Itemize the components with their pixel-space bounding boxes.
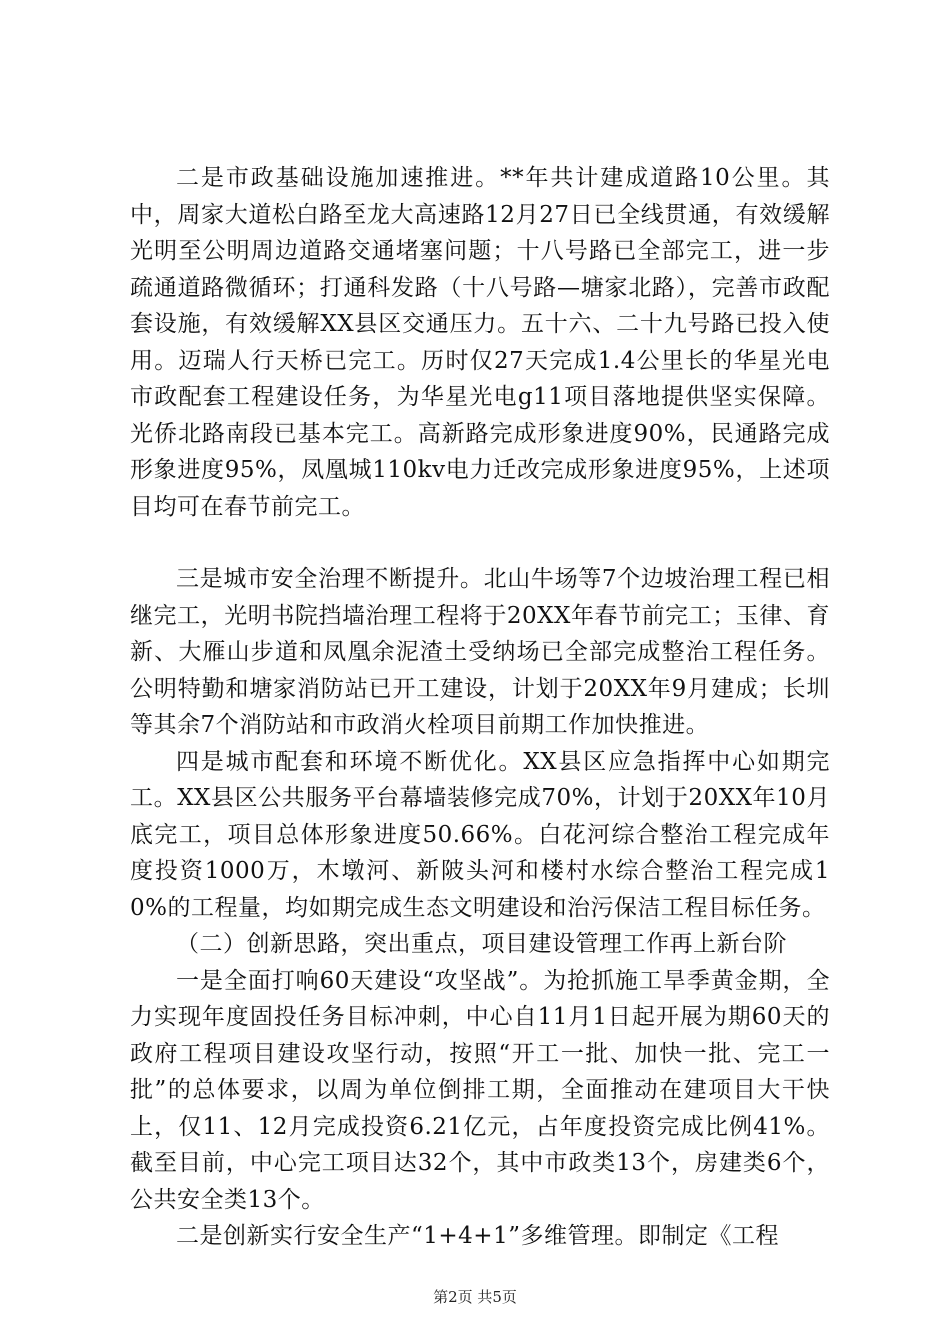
document-body — [130, 160, 830, 1255]
paragraph-spacer — [130, 525, 830, 561]
paragraph-municipal-infrastructure: 二是市政基础设施加速推进。**年共计建成道路10公里。其中，周家大道松白路至龙大高速路12月27日已全线贯通，有效缓解光明至公明周边道路交通堵塞问题；十八号路已全部完工，进一步疏通道路微循环；打通科发路（十八号路—塘家北路），完善市政配套设施，有效缓解XX县区交通压力。五十六、二十九号路已投入使用。迈瑞人行天桥已完工。历时仅27天完成1.4公里长的华星光电市政配套工程建设任务，为华星光电g11项目落地提供坚实保障。光侨北路南段已基本完工。高新路完成形象进度90%，民通路完成形象进度95%，凤凰城110kv电力迁改完成形象进度95%，上述项目均可在春节前完工。 — [130, 165, 830, 520]
paragraph-urban-environment: 四是城市配套和环境不断优化。XX县区应急指挥中心如期完工。XX县区公共服务平台幕墙装修完成70%，计划于20XX年10月底完工，项目总体形象进度50.66%。白花河综合整治工程完成年度投资1000万，木墩河、新陂头河和楼村水综合整治工程完成10%的工程量，均如期完成生态文明建设和治污保洁工程目标任务。 — [130, 748, 830, 921]
section-heading-innovation: （二）创新思路，突出重点，项目建设管理工作再上新台阶 — [176, 931, 787, 957]
page-number-footer: 第2页 共5页 — [433, 1288, 517, 1306]
paragraph-safety-management: 二是创新实行安全生产“1+4+1”多维管理。即制定《工程 — [176, 1223, 779, 1249]
paragraph-urban-safety: 三是城市安全治理不断提升。北山牛场等7个边坡治理工程已相继完工，光明书院挡墙治理工程将于20XX年春节前完工；玉律、育新、大雁山步道和凤凰余泥渣土受纳场已全部完成整治工程任务。公明特勤和塘家消防站已开工建设，计划于20XX年9月建成；长圳等其余7个消防站和市政消火栓项目前期工作加快推进。 — [130, 566, 830, 738]
paragraph-60-day-campaign: 一是全面打响60天建设“攻坚战”。为抢抓施工旱季黄金期，全力实现年度固投任务目标冲刺，中心自11月1日起开展为期60天的政府工程项目建设攻坚行动，按照“开工一批、加快一批、完工一批”的总体要求，以周为单位倒排工期，全面推动在建项目大干快上，仅11、12月完成投资6.21亿元，占年度投资完成比例41%。截至目前，中心完工项目达32个，其中市政类13个，房建类6个，公共安全类13个。 — [130, 967, 830, 1213]
